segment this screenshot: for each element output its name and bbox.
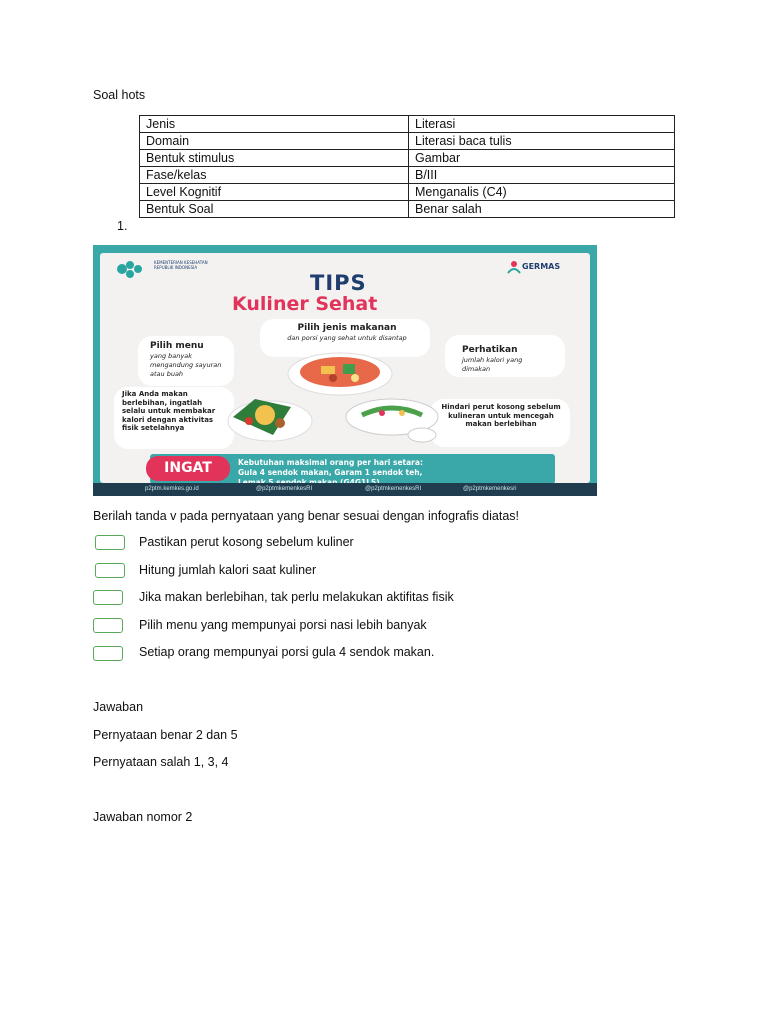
meta-value: Menganalis (C4) — [409, 184, 675, 201]
meta-value: Literasi baca tulis — [409, 133, 675, 150]
tip-kalori — [462, 345, 552, 374]
footer-instagram: @p2ptmkemenkesri — [463, 486, 517, 492]
table-row — [140, 184, 675, 201]
table-row — [140, 150, 675, 167]
answer-checkbox[interactable] — [93, 646, 123, 661]
infographic-panel — [100, 253, 590, 483]
ingat-badge: INGAT — [146, 456, 230, 481]
tip-lebih: Jika Anda makan berlebihan, ingatlah selalu untuk membakar kalori dengan aktivitas fisik setelahnya — [122, 390, 216, 432]
answer-next-heading: Jawaban nomor 2 — [93, 810, 193, 824]
salad-plate-icon — [342, 393, 442, 447]
meta-label: Fase/kelas — [140, 167, 409, 184]
answer-checkbox[interactable] — [93, 618, 123, 633]
answer-checkbox[interactable] — [95, 563, 125, 578]
infographic-title-tips: TIPS — [310, 271, 367, 295]
table-row — [140, 133, 675, 150]
footer-facebook: @p2ptmkemenkesRI — [256, 486, 313, 492]
answer-heading: Jawaban — [93, 700, 144, 714]
option-text: Setiap orang mempunyai porsi gula 4 sendok makan. — [139, 645, 435, 659]
food-bowl-icon — [285, 346, 395, 396]
tip-jenis-body: dan porsi yang sehat untuk disantap — [287, 334, 407, 342]
tip-kosong: Hindari perut kosong sebelum kulineran untuk mencegah makan berlebihan — [441, 403, 561, 428]
footer-website: p2ptm.kemkes.go.id — [145, 486, 199, 492]
answer-true: Pernyataan benar 2 dan 5 — [93, 728, 238, 742]
tip-menu-head: Pilih menu — [150, 341, 204, 351]
table-row — [140, 167, 675, 184]
meta-label: Bentuk stimulus — [140, 150, 409, 167]
answer-checkbox[interactable] — [93, 590, 123, 605]
answer-false: Pernyataan salah 1, 3, 4 — [93, 755, 229, 769]
table-row — [140, 201, 675, 218]
infographic-title-kuliner: Kuliner Sehat — [232, 293, 378, 315]
meta-label: Level Kognitif — [140, 184, 409, 201]
meta-value: Literasi — [409, 116, 675, 133]
germas-label: GERMAS — [522, 262, 561, 271]
meta-value: Gambar — [409, 150, 675, 167]
page-heading: Soal hots — [93, 88, 146, 102]
option-text: Pastikan perut kosong sebelum kuliner — [139, 535, 354, 549]
tip-menu — [150, 341, 230, 379]
tip-jenis-head: Pilih jenis makanan — [297, 323, 397, 333]
meta-label: Bentuk Soal — [140, 201, 409, 218]
meta-value: B/III — [409, 167, 675, 184]
table-row — [140, 116, 675, 133]
answer-checkbox[interactable] — [95, 535, 125, 550]
tip-kalori-head: Perhatikan — [462, 345, 518, 355]
tip-menu-body: yang banyak mengandung sayuran atau buah — [150, 352, 222, 378]
kuliner-sehat-infographic — [93, 245, 597, 496]
ingat-line: Gula 4 sendok makan, Garam 1 sendok teh, — [238, 468, 423, 477]
tip-jenis — [272, 323, 422, 343]
option-text: Jika makan berlebihan, tak perlu melakukan aktifitas fisik — [139, 590, 454, 604]
tip-kalori-body: jumlah kalori yang dimakan — [462, 356, 523, 373]
ingat-line: Kebutuhan maksimal orang per hari setara: — [238, 458, 423, 467]
rice-plate-icon — [225, 393, 315, 443]
footer-twitter: @p2ptmkemenkesRI — [365, 486, 422, 492]
question-number: 1. — [117, 219, 128, 233]
ministry-logo-icon — [114, 259, 154, 279]
meta-label: Jenis — [140, 116, 409, 133]
instruction-text: Berilah tanda v pada pernyataan yang benar sesuai dengan infografis diatas! — [93, 509, 519, 523]
meta-label: Domain — [140, 133, 409, 150]
option-text: Hitung jumlah kalori saat kuliner — [139, 563, 317, 577]
infographic-footer — [93, 483, 597, 496]
germas-logo-icon — [506, 259, 522, 275]
meta-value: Benar salah — [409, 201, 675, 218]
ministry-name: KEMENTERIAN KESEHATAN REPUBLIK INDONESIA — [154, 260, 208, 270]
option-text: Pilih menu yang mempunyai porsi nasi lebih banyak — [139, 618, 427, 632]
question-metadata-table — [139, 115, 675, 218]
